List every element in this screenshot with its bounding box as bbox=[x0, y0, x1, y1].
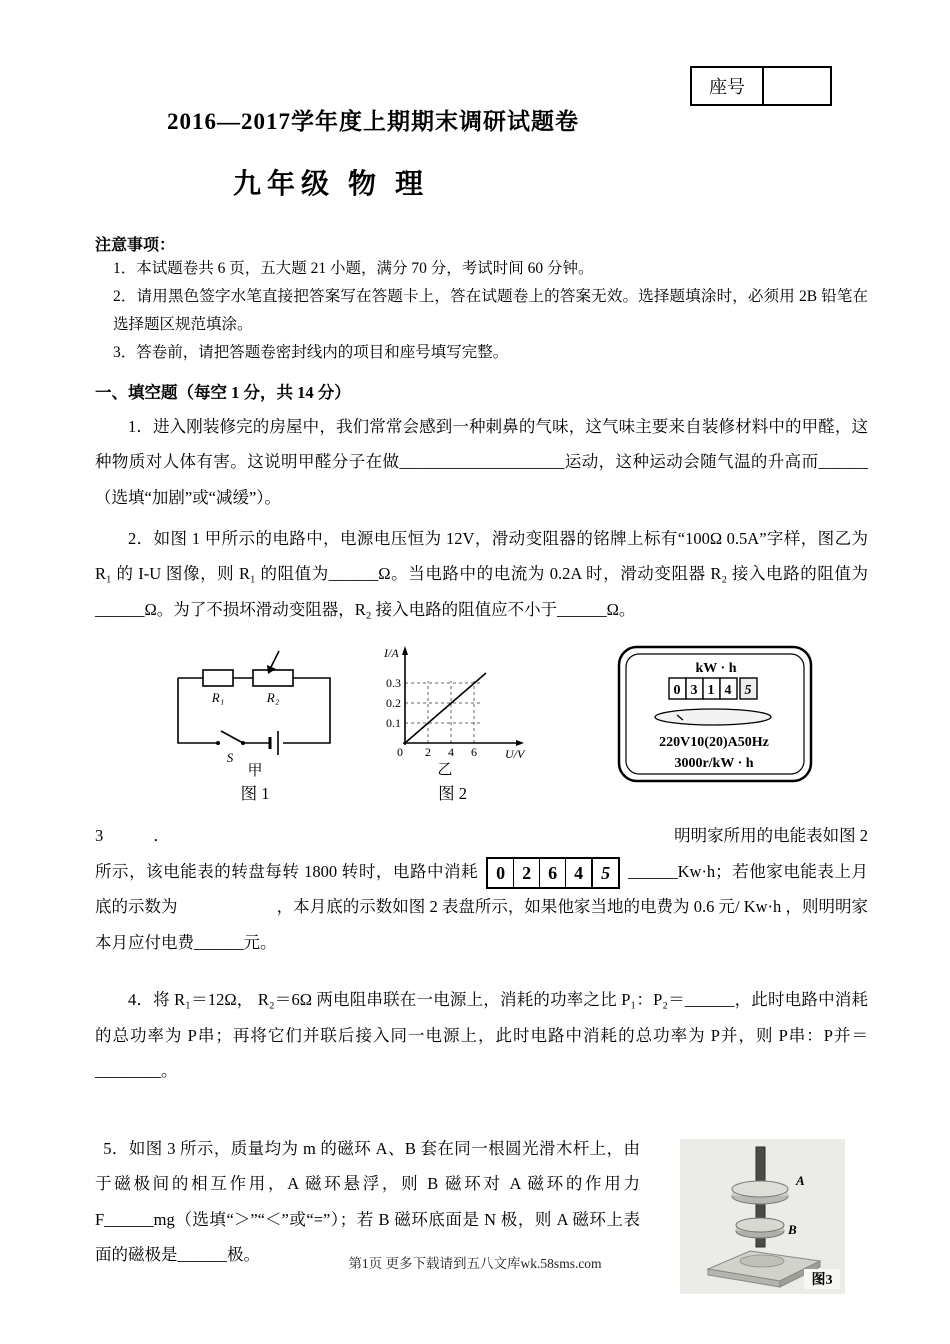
seat-number-box bbox=[690, 66, 832, 106]
question-4: 4．将 R₁＝12Ω， R₂＝6Ω 两电阻串联在一电源上，消耗的功率之比 P₁：P₂＝______，此时电路中消耗的总功率为 P串；再将它们并联后接入同一电源上，此时电路中消耗的总功率为 P并，则 P串：P并＝ ________。 bbox=[95, 990, 868, 1081]
question-3-text-before-digits: 所示，该电能表的转盘每转 1800 转时，电路中消耗 bbox=[95, 861, 479, 881]
page-footer: 第1页 更多下载请到五八文库wk.58sms.com bbox=[348, 1256, 602, 1271]
figure-3-caption: 图3 bbox=[811, 1272, 833, 1288]
note-item-3: 3．答卷前，请把答题卷密封线内的项目和座号填写完整。 bbox=[113, 343, 509, 361]
circuit-diagram bbox=[158, 643, 353, 778]
figures-row bbox=[155, 643, 868, 804]
question-5: 5．如图 3 所示，质量均为 m 的磁环 A、B 套在同一根圆光滑木杆上，由于磁极间的相互作用，A 磁环悬浮，则 B 磁环对 A 磁环的作用力 F______mg（选填“＞”“＜”或“=”）；若 B 磁环底面是 N 极，则 A 磁环上表面的磁极是______极。 bbox=[95, 1138, 640, 1265]
section-heading-fill-blanks: 一、填空题（每空 1 分，共 14 分） bbox=[95, 382, 351, 402]
reading-digit-2: 2 bbox=[514, 859, 540, 887]
meter-digit-2: 3 bbox=[690, 683, 697, 699]
meter-spec-line2: 3000r/kW · h bbox=[673, 756, 754, 772]
iu-graph bbox=[370, 643, 535, 778]
meter-digit-4: 4 bbox=[724, 683, 731, 699]
question-3-intro: 明明家所用的电能表如图 2 bbox=[674, 826, 868, 846]
exam-subtitle: 九年级 物 理 bbox=[233, 169, 430, 200]
ring-a-label: A bbox=[796, 1172, 805, 1188]
energy-meter bbox=[613, 643, 818, 785]
figure-1-caption: 图 1 bbox=[240, 784, 270, 804]
question-3-dot: ． bbox=[153, 826, 170, 846]
meter-spec-line1: 220V10(20)A50Hz bbox=[658, 735, 769, 751]
graph-xtick-6: 6 bbox=[471, 745, 477, 760]
question-2: 2．如图 1 甲所示的电路中，电源电压恒为 12V，滑动变阻器的铭牌上标有“100Ω 0.5A”字样，图乙为 R₁ 的 I-U 图像，则 R₁ 的阻值为______Ω。当电路中的电流为 0.2A 时，滑动变阻器 R₂ 接入电路的阻值为______Ω。为了不损坏滑动变阻器，R₂ 接入电路的阻值应不小于______Ω。 bbox=[95, 528, 868, 619]
graph-xtick-2: 2 bbox=[425, 745, 431, 760]
resistor-r1-label: R₁ bbox=[211, 690, 224, 706]
graph-y-axis-label: I/A bbox=[384, 646, 399, 661]
exam-title: 2016—2017学年度上期期末调研试题卷 bbox=[167, 109, 579, 134]
ring-b-label: B bbox=[788, 1221, 797, 1237]
meter-digit-1: 0 bbox=[673, 683, 680, 699]
graph-ytick-03: 0.3 bbox=[386, 676, 401, 691]
question-3-number: 3 bbox=[95, 826, 104, 846]
seat-number-label: 座号 bbox=[692, 68, 764, 104]
note-item-1: 1．本试题卷共 6 页，五大题 21 小题，满分 70 分，考试时间 60 分钟。 bbox=[113, 260, 594, 277]
seat-number-value bbox=[764, 68, 830, 104]
question-3-number-group bbox=[95, 818, 170, 853]
figure-2-graph bbox=[365, 643, 540, 804]
question-5-row bbox=[95, 1125, 868, 1299]
graph-x-axis-label: U/V bbox=[505, 747, 525, 762]
question-3-text-after-digits: ______Kw·h；若他家电能表上月底的示数为 ，本月底的示数如图 2 表盘所示，如果他家当地的电费为 0.6 元/ Kw·h ，则明明家本月应付电费______元。 bbox=[95, 861, 868, 952]
meter-reading-strip bbox=[486, 857, 620, 889]
energy-meter-figure bbox=[610, 643, 820, 785]
meter-digit-3: 1 bbox=[707, 683, 714, 699]
question-3-line1 bbox=[95, 818, 868, 853]
question-3-body bbox=[95, 854, 868, 960]
meter-unit-label: kW · h bbox=[695, 661, 736, 677]
notes-heading: 注意事项： bbox=[95, 237, 176, 254]
graph-origin: 0 bbox=[397, 745, 403, 760]
reading-digit-1: 0 bbox=[488, 859, 514, 887]
figure-3-photo bbox=[680, 1139, 845, 1299]
question-3 bbox=[95, 818, 868, 960]
reading-digit-5: 5 bbox=[592, 859, 618, 887]
graph-ytick-01: 0.1 bbox=[386, 716, 401, 731]
graph-ytick-02: 0.2 bbox=[386, 696, 401, 711]
switch-label: S bbox=[226, 750, 233, 766]
figure-2-caption: 图 2 bbox=[438, 784, 467, 804]
reading-digit-3: 6 bbox=[540, 859, 566, 887]
figure-1-sub-label: 甲 bbox=[246, 763, 263, 779]
figure-2-sub-label: 乙 bbox=[437, 762, 453, 779]
figure-1-circuit bbox=[155, 643, 355, 804]
graph-xtick-4: 4 bbox=[448, 745, 454, 760]
meter-digit-5: 5 bbox=[744, 683, 751, 699]
note-item-2: 2．请用黑色签字水笔直接把答案写在答题卡上，答在试题卷上的答案无效。选择题填涂时，必须用 2B 铅笔在选择题区规范填涂。 bbox=[113, 287, 868, 333]
reading-digit-4: 4 bbox=[566, 859, 592, 887]
resistor-r2-label: R₂ bbox=[266, 690, 279, 706]
question-1: 1．进入刚装修完的房屋中，我们常常会感到一种刺鼻的气味，这气味主要来自装修材料中的甲醛，这种物质对人体有害。这说明甲醛分子在做____________________运动，这种运动会随气温的升高而______（选填“加剧”或“减缓”）。 bbox=[95, 416, 868, 507]
